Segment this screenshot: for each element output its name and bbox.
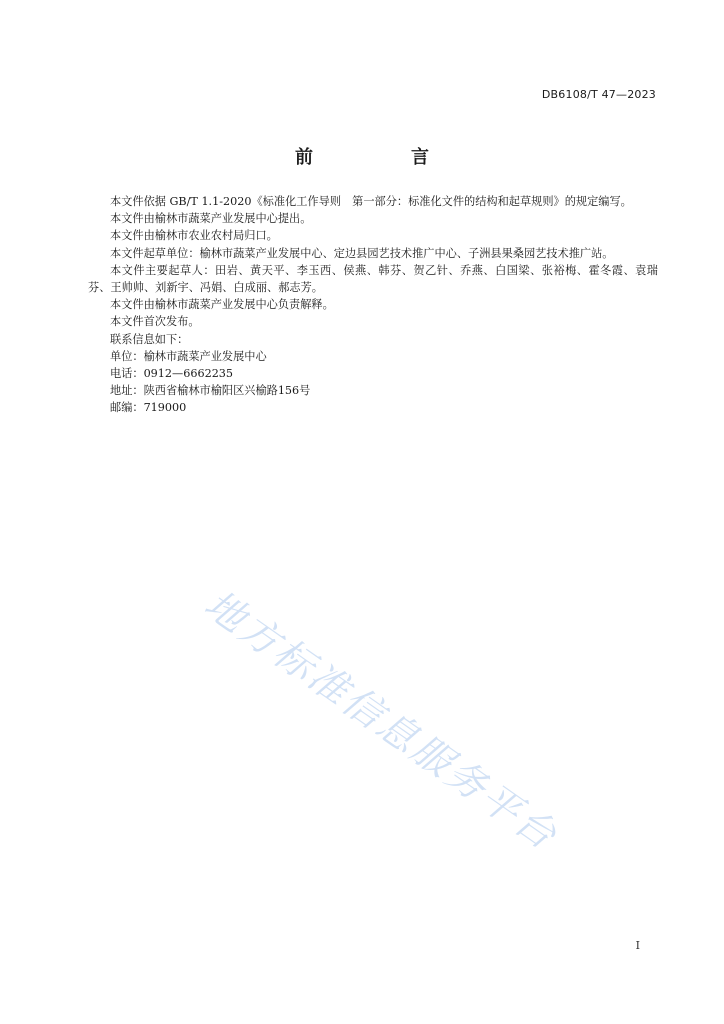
paragraph-first-release: 本文件首次发布。 xyxy=(110,315,200,329)
standard-code: DB6108/T 47—2023 xyxy=(541,88,656,101)
paragraph-proposer: 本文件由榆林市蔬菜产业发展中心提出。 xyxy=(110,212,312,226)
watermark: 地方标准信息服务平台 xyxy=(196,581,566,860)
page-number: I xyxy=(635,939,640,952)
paragraph-administrator: 本文件由榆林市农业农村局归口。 xyxy=(110,229,278,243)
paragraph-drafters: 本文件主要起草人：田岩、黄天平、李玉西、侯燕、韩芬、贺乙针、乔燕、白国梁、张裕梅、霍冬霞、袁瑞芬、王帅帅、刘新宇、冯娟、白成丽、郝志芳。 xyxy=(88,263,658,295)
paragraph-basis: 本文件依据 GB/T 1.1-2020《标准化工作导则 第一部分：标准化文件的结构和起草规则》的规定编写。 xyxy=(110,195,632,208)
contact-phone: 电话：0912—6662235 xyxy=(110,367,234,381)
contact-unit: 单位：榆林市蔬菜产业发展中心 xyxy=(110,349,267,363)
paragraph-interpretation: 本文件由榆林市蔬菜产业发展中心负责解释。 xyxy=(110,298,334,312)
contact-postcode: 邮编：719000 xyxy=(110,401,187,415)
paragraph-drafting-units: 本文件起草单位：榆林市蔬菜产业发展中心、定边县园艺技术推广中心、子洲县果桑园艺技术推广站。 xyxy=(110,246,614,260)
contact-address: 地址：陕西省榆林市榆阳区兴榆路156号 xyxy=(110,384,311,398)
page-title: 前 言 xyxy=(295,147,469,168)
foreword-body xyxy=(88,193,658,417)
paragraph-contact-heading: 联系信息如下： xyxy=(110,332,189,346)
